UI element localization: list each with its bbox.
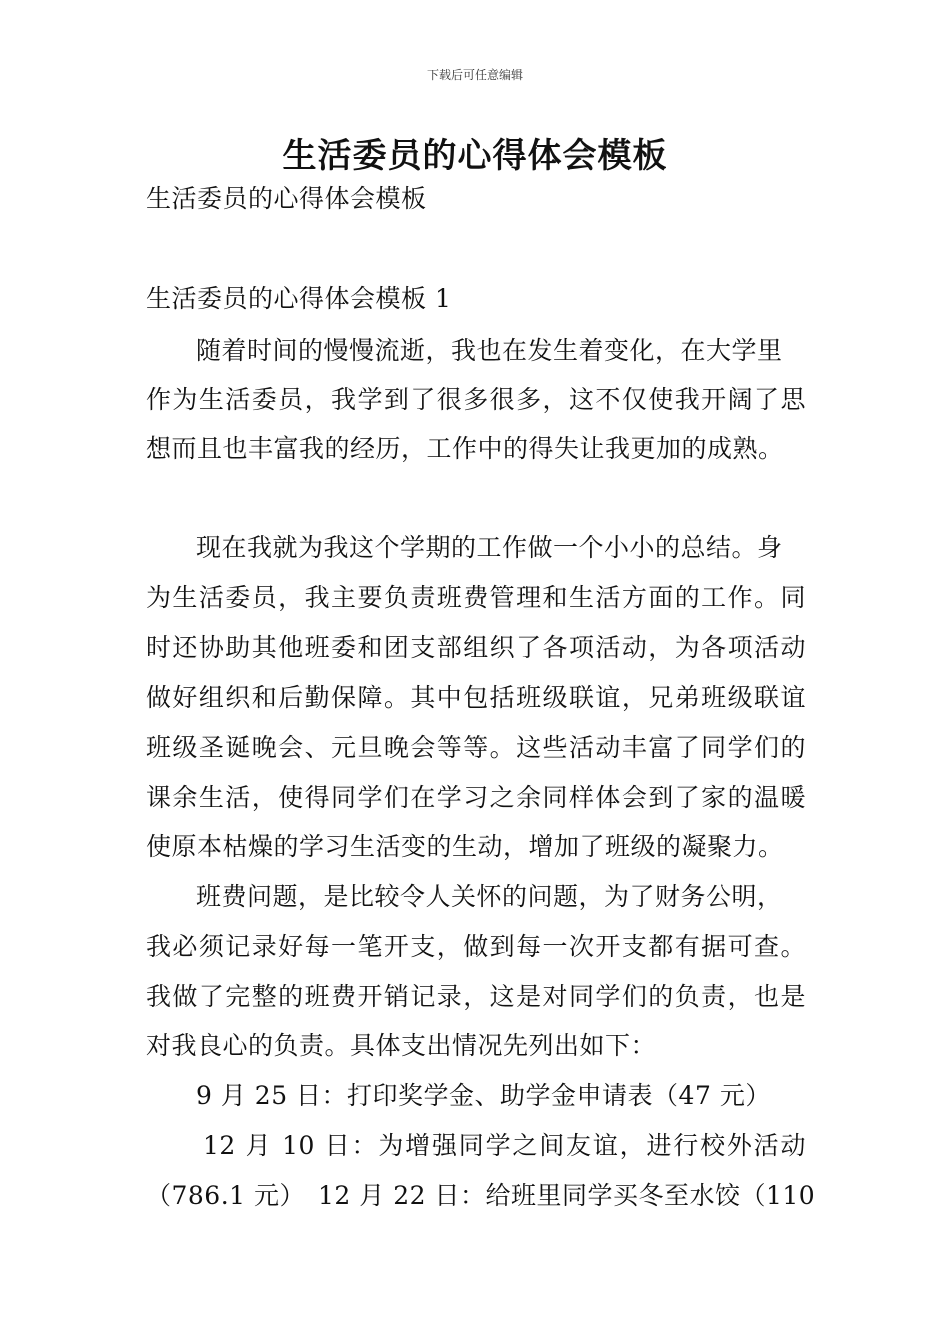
document-title: 生活委员的心得体会模板 xyxy=(282,136,668,176)
section-heading: 生活委员的心得体会模板 1 xyxy=(146,284,452,313)
paragraph-line: 时还协助其他班委和团支部组织了各项活动，为各项活动 xyxy=(146,633,806,662)
expense-line: 12 月 10 日：为增强同学之间友谊，进行校外活动 xyxy=(203,1131,806,1160)
expense-line: 9 月 25 日：打印奖学金、助学金申请表（47 元） xyxy=(196,1081,771,1110)
paragraph-line: 想而且也丰富我的经历，工作中的得失让我更加的成熟。 xyxy=(146,434,784,463)
paragraph-line: 使原本枯燥的学习生活变的生动，增加了班级的凝聚力。 xyxy=(146,832,784,861)
header-note: 下载后可任意编辑 xyxy=(426,68,523,82)
paragraph-line: 班费问题，是比较令人关怀的问题，为了财务公明， xyxy=(196,882,783,911)
paragraph-line: 为生活委员，我主要负责班费管理和生活方面的工作。同 xyxy=(146,583,806,612)
paragraph-line: 作为生活委员，我学到了很多很多，这不仅使我开阔了思 xyxy=(146,385,806,414)
paragraph-line: 课余生活，使得同学们在学习之余同样体会到了家的温暖 xyxy=(146,783,806,812)
paragraph-line: 我做了完整的班费开销记录，这是对同学们的负责，也是 xyxy=(146,982,806,1011)
paragraph-line: 随着时间的慢慢流逝，我也在发生着变化，在大学里 xyxy=(196,336,783,365)
document-subtitle: 生活委员的心得体会模板 xyxy=(146,184,427,213)
expense-line: （786.1 元） 12 月 22 日：给班里同学买冬至水饺（110 xyxy=(146,1181,816,1210)
paragraph-line: 我必须记录好每一笔开支，做到每一次开支都有据可查。 xyxy=(146,932,806,961)
paragraph-line: 班级圣诞晚会、元旦晚会等等。这些活动丰富了同学们的 xyxy=(146,733,806,762)
paragraph-line: 现在我就为我这个学期的工作做一个小小的总结。身 xyxy=(196,533,783,562)
paragraph-line: 做好组织和后勤保障。其中包括班级联谊，兄弟班级联谊 xyxy=(146,683,806,712)
paragraph-line: 对我良心的负责。具体支出情况先列出如下： xyxy=(146,1031,657,1060)
